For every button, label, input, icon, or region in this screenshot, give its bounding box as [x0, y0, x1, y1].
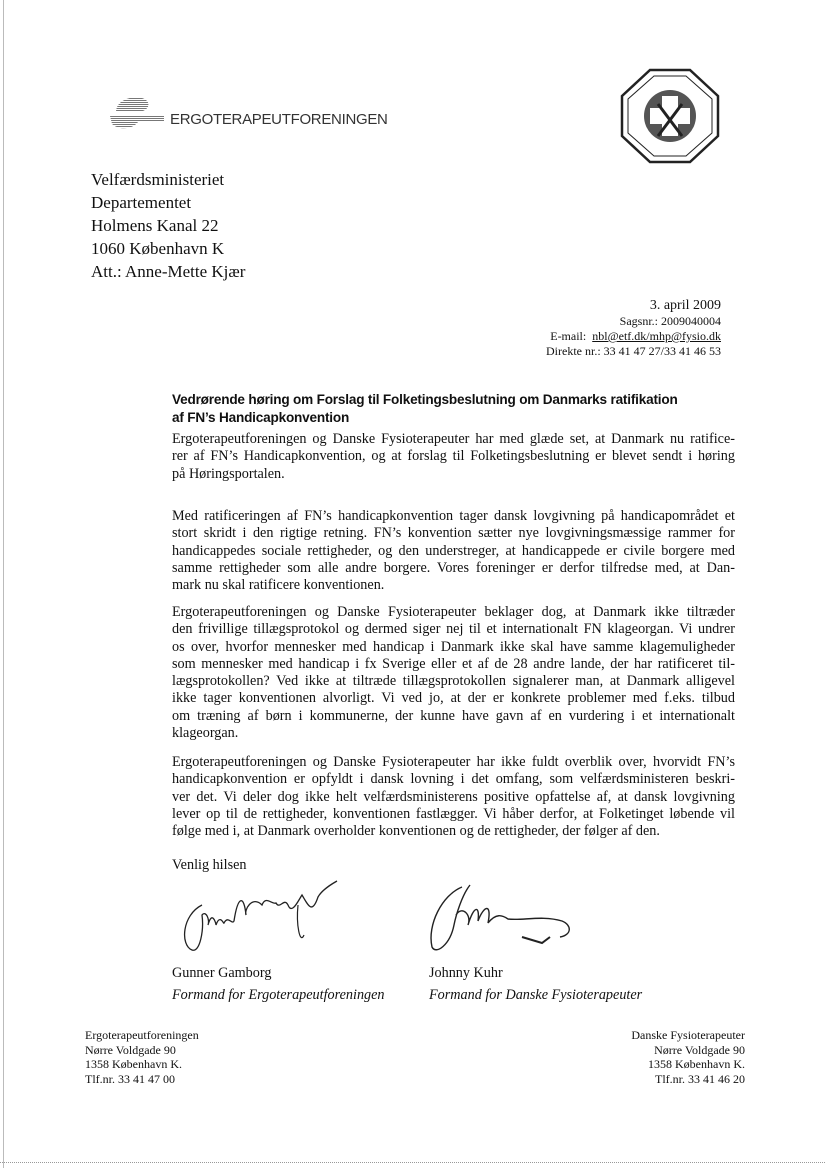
- footer-line: Nørre Voldgade 90: [85, 1042, 176, 1057]
- text-line: rer af FN’s Handicapkonvention, og at forslag til Folketingsbeslutning er blevet sendt i høring: [172, 448, 735, 465]
- signatory-title: Formand for Danske Fysioterapeuter: [429, 987, 643, 1003]
- recipient-line: Att.: Anne-Mette Kjær: [91, 262, 246, 281]
- text-line: klageorgan.: [172, 725, 239, 742]
- body-paragraph-2: [172, 508, 735, 594]
- footer-etf-address: [85, 1028, 199, 1086]
- footer-line: 1358 København K.: [648, 1057, 745, 1071]
- recipient-line: Departementet: [91, 193, 192, 212]
- footer-line: 1358 København K.: [85, 1057, 182, 1071]
- email-label: E-mail:: [550, 329, 587, 343]
- body-paragraph-4: [172, 754, 735, 840]
- footer-line: Ergoterapeutforeningen: [85, 1028, 199, 1042]
- letter-meta: [546, 298, 721, 359]
- recipient-line: Holmens Kanal 22: [91, 216, 219, 235]
- text-line: samme rettigheder som alle andre borgere. Vores foreninger er derfor tilfredse med, at Dan-: [172, 559, 735, 576]
- footer-line: Nørre Voldgade 90: [654, 1042, 745, 1057]
- footer-line: Tlf.nr. 33 41 46 20: [655, 1071, 745, 1086]
- text-line: som mennesker med handicap i fx Sverige eller et af de 28 andre lande, der har ratificeret til-: [172, 655, 735, 672]
- closing-greeting: Venlig hilsen: [172, 857, 247, 873]
- text-line: mark nu skal ratificere konventionen.: [172, 577, 385, 594]
- scan-edge-line: [3, 0, 4, 1168]
- text-line: den frivillige tillægsprotokol og dermed siger nej til et internationalt FN klageorgan. Vi undrer: [172, 621, 735, 638]
- danske-fysioterapeuter-seal-icon: [620, 68, 720, 164]
- text-line: Ergoterapeutforeningen og Danske Fysioterapeuter har med glæde set, at Danmark nu ratifice-: [172, 431, 735, 447]
- subject-line: af FN’s Handicapkonvention: [172, 410, 350, 425]
- signatory-name: Gunner Gamborg: [172, 965, 272, 981]
- etf-logo-icon: [108, 92, 166, 134]
- text-line: stort skridt i den rigtige retning. FN’s konvention sætter nye lovgivningsmæssige rammer for: [172, 525, 735, 542]
- footer-line: Danske Fysioterapeuter: [631, 1028, 745, 1042]
- signature-kuhr-image: [422, 875, 582, 957]
- text-line: Med ratificeringen af FN’s handicapkonvention tager dansk lovgivning på handicapområdet et: [172, 508, 735, 524]
- text-line: Ergoterapeutforeningen og Danske Fysioterapeuter har ikke fuldt overblik over, hvorvidt FN’s: [172, 754, 735, 770]
- org-name-logo-text: ERGOTERAPEUTFORENINGEN: [170, 111, 388, 128]
- recipient-line: 1060 København K: [91, 239, 225, 258]
- signatory-name: Johnny Kuhr: [429, 965, 503, 981]
- text-line: ver det. Vi deler dog ikke helt velfærdsministerens positive opfattelse af, at dansk lovgivning: [172, 788, 735, 805]
- footer-line: Tlf.nr. 33 41 47 00: [85, 1071, 175, 1086]
- signatory-2: [429, 962, 642, 1006]
- phone-line: Direkte nr.: 33 41 47 27/33 41 46 53: [546, 344, 721, 358]
- text-line: ikke tager konventionen alvorligt. Vi ved jo, at der er konkrete problemer med f.eks. tilbud: [172, 690, 735, 707]
- text-line: Ergoterapeutforeningen og Danske Fysioterapeuter beklager dog, at Danmark ikke tiltræder: [172, 604, 735, 620]
- case-number: Sagsnr.: 2009040004: [619, 314, 721, 328]
- signatory-1: [172, 962, 385, 1006]
- text-line: følge med i, at Danmark overholder konventionen og de rettigheder, der følger af den.: [172, 823, 660, 840]
- email-link[interactable]: nbl@etf.dk/mhp@fysio.dk: [592, 329, 721, 343]
- text-line: handicapkonvention er opfyldt i dansk lovning i det omfang, som velfærdsministeren beskri-: [172, 771, 735, 788]
- email-line: [546, 329, 721, 344]
- letter-date: 3. april 2009: [649, 298, 721, 313]
- subject-heading: [172, 391, 678, 427]
- recipient-line: Velfærdsministeriet: [91, 170, 225, 189]
- scan-bottom-line: [0, 1162, 825, 1163]
- text-line: lægsprotokollen? Ved ikke at tiltræde tillægsprotokollen signalerer man, at Danmark alligevel: [172, 673, 735, 690]
- text-line: handicappedes sociale rettigheder, og den understreger, at handicappede er civile borgere med: [172, 542, 735, 559]
- text-line: lever op til de rettigheder, konventionen fastlægger. Vi håber derfor, at Folketinget løbende vil: [172, 805, 735, 822]
- text-line: om træning af børn i kommunerne, der kunne have gavn af en vurdering i et internationalt: [172, 707, 735, 724]
- text-line: på Høringsportalen.: [172, 465, 285, 482]
- footer-fysio-address: [631, 1028, 745, 1086]
- text-line: os over, hvorfor mennesker med handicap i Danmark ikke skal have samme klagemuligheder: [172, 638, 735, 655]
- body-paragraph-1: [172, 431, 735, 483]
- body-paragraph-3: [172, 604, 735, 742]
- recipient-address: [91, 168, 245, 283]
- subject-line: Vedrørende høring om Forslag til Folketingsbeslutning om Danmarks ratifikation: [172, 392, 678, 407]
- signature-gamborg-image: [172, 875, 342, 955]
- signatory-title: Formand for Ergoterapeutforeningen: [172, 987, 385, 1003]
